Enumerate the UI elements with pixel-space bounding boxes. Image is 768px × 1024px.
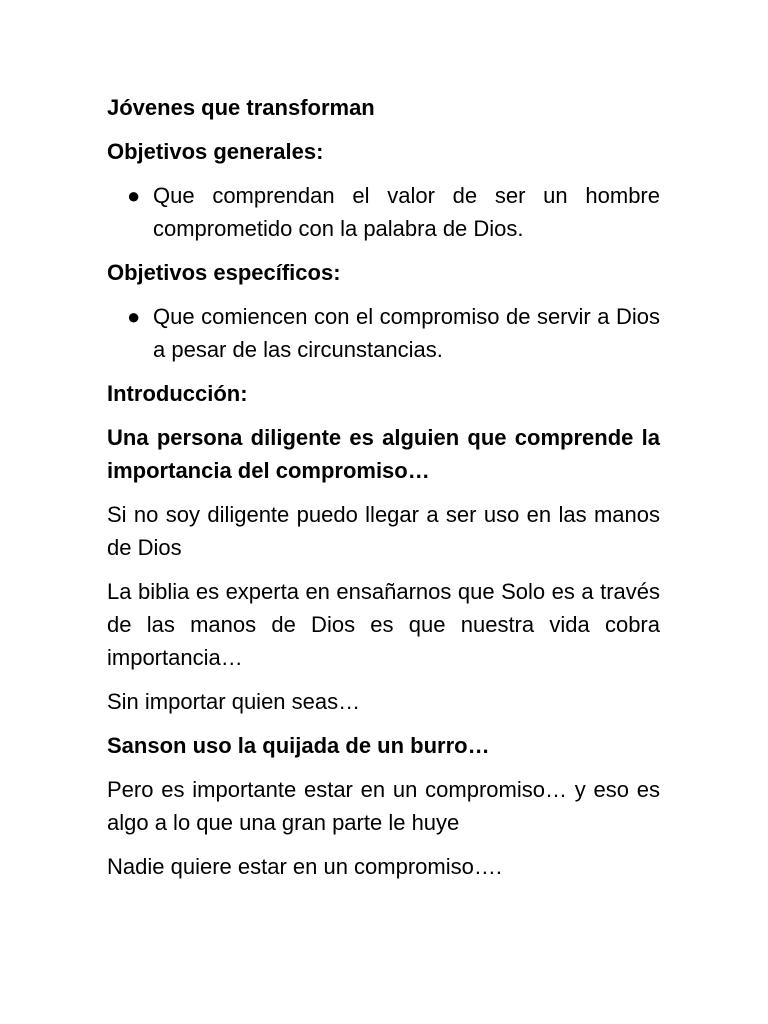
specific-objective-item	[107, 300, 660, 366]
paragraph-4: Pero es importante estar en un compromiso… y eso es algo a lo que una gran parte le huye	[107, 777, 660, 835]
paragraph-3: Sin importar quien seas…	[107, 689, 361, 714]
paragraph-1: Si no soy diligente puedo llegar a ser uso en las manos de Dios	[107, 502, 660, 560]
general-objectives-heading: Objetivos generales:	[107, 139, 324, 164]
paragraph-5: Nadie quiere estar en un compromiso….	[107, 854, 502, 879]
bullet-icon: ●	[127, 183, 141, 208]
general-objective-text: Que comprendan el valor de ser un hombre comprometido con la palabra de Dios.	[153, 183, 660, 241]
document-page	[107, 91, 660, 894]
bullet-icon: ●	[127, 304, 141, 329]
specific-objective-text: Que comiencen con el compromiso de servir a Dios a pesar de las circunstancias.	[153, 304, 660, 362]
general-objective-item	[107, 179, 660, 245]
document-title: Jóvenes que transforman	[107, 95, 375, 120]
paragraph-2: La biblia es experta en ensañarnos que Solo es a través de las manos de Dios es que nuestra vida cobra importancia…	[107, 579, 660, 670]
bold-statement: Una persona diligente es alguien que comprende la importancia del compromiso…	[107, 425, 660, 483]
specific-objectives-heading: Objetivos específicos:	[107, 260, 341, 285]
bold-statement-2: Sanson uso la quijada de un burro…	[107, 733, 490, 758]
introduction-heading: Introducción:	[107, 381, 248, 406]
